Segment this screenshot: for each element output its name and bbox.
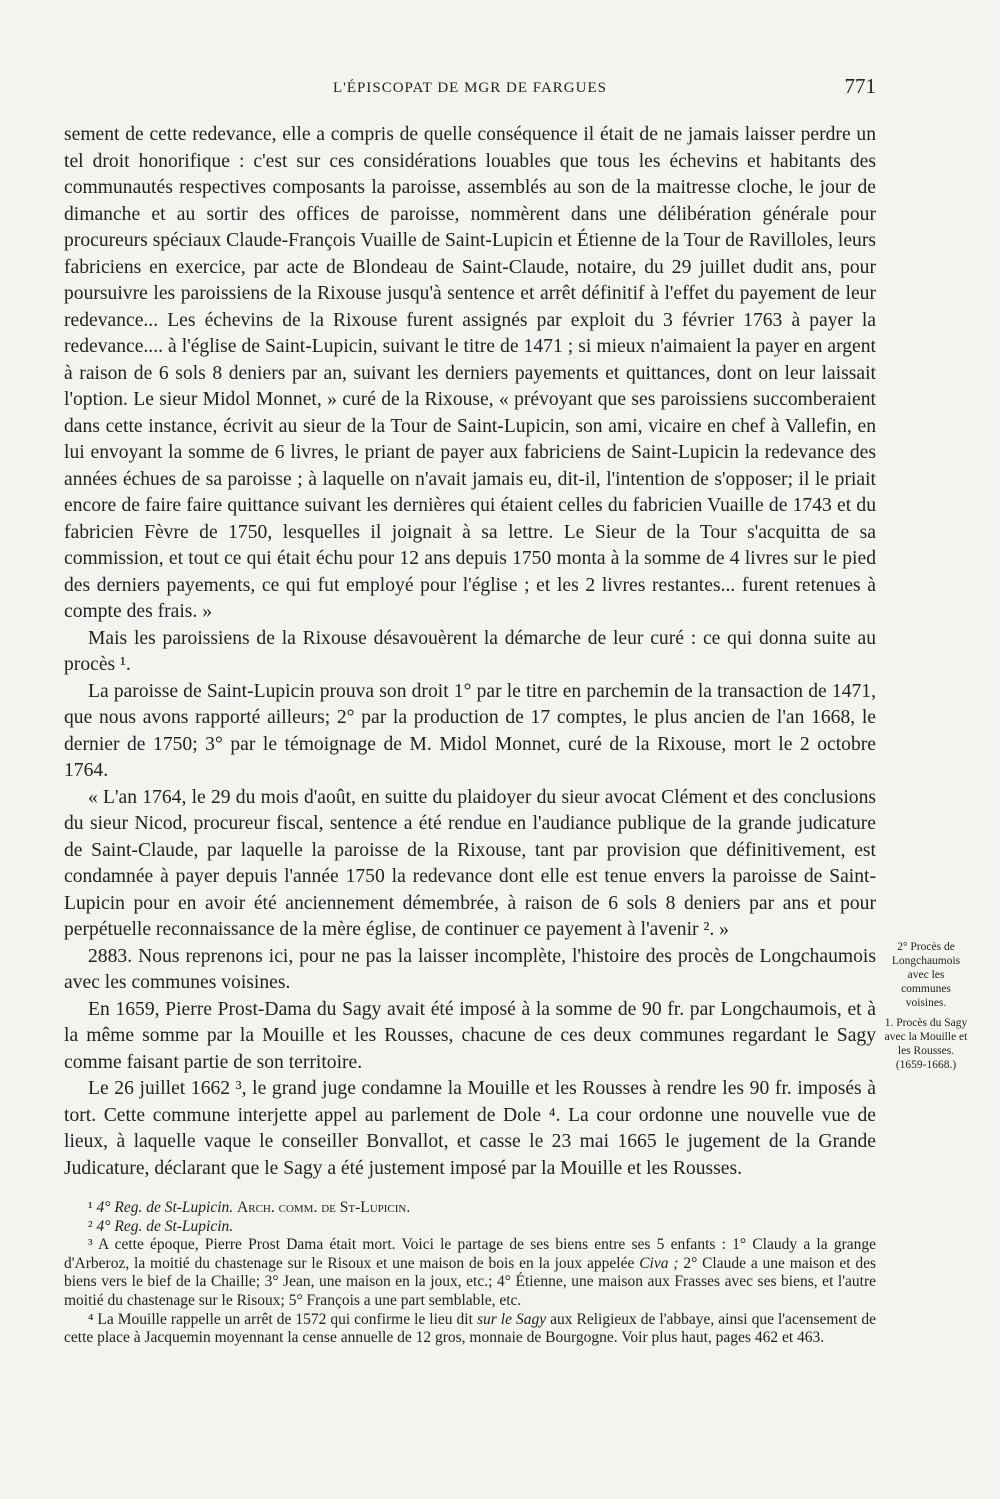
footnote-text: ³ A cette époque, Pierre Prost Dama était mort. Voici le partage de ses biens entre ses 5 enfants : 1° Claudy a la grange d'Arberoz, la moitié du chastenage sur le Risoux et une maison de bois en la joux appelée [64,1236,876,1272]
footnote-number: ¹ [88,1199,93,1216]
footnotes [64,1199,876,1348]
margin-note: 2° Procès de Longchaumois avec les communes voisines. [891,941,961,1009]
main-text [64,122,876,1182]
footnote-reference: 4° Reg. de St-Lupicin. [96,1217,234,1235]
running-title: L'ÉPISCOPAT DE MGR DE FARGUES [333,80,607,96]
page-number: 771 [844,74,876,98]
footnote-text: ⁴ La Mouille rappelle un arrêt de 1572 qui confirme le lieu dit [88,1310,473,1328]
paragraph: 2883. Nous reprenons ici, pour ne pas la laisser incomplète, l'histoire des procès de Longchaumois avec les communes voisines. [64,945,876,993]
footnote-italic: Civa ; [639,1254,679,1272]
paragraph: La paroisse de Saint-Lupicin prouva son droit 1° par le titre en parchemin de la transaction de 1471, que nous avons rapporté ailleurs; 2° par la production de 17 comptes, le plus ancien de l'an 1668, le dernier de 1750; 3° par le témoignage de M. Midol Monnet, curé de la Rixouse, mort le 2 octobre 1764. [64,680,876,781]
paragraph: sement de cette redevance, elle a compris de quelle conséquence il était de ne jamais laisser perdre un tel droit honorifique : c'est sur ces considérations louables que tous les échevins et habitants des communautés respectives composants la paroisse, assemblés au son de la maitresse cloche, le jour de dimanche et au sortir des offices de paroisse, nommèrent dans une délibération générale pour procureurs spéciaux Claude-François Vuaille de Saint-Lupicin et Étienne de la Tour de Ravilloles, leurs fabriciens en exercice, par acte de Blondeau de Saint-Claude, notaire, du 29 juillet dudit ans, pour poursuivre les paroissiens de la Rixouse jusqu'à sentence et arrêt définitif à l'effet du payement de leur redevance... Les échevins de la Rixouse furent assignés par exploit du 3 février 1763 à payer la redevance.... à l'église de Saint-Lupicin, suivant le titre de 1471 ; si mieux n'aimaient la payer en argent à raison de 6 sols 8 deniers par an, suivant les derniers payements et quittances, dont on leur laissait l'option. Le sieur Midol Monnet, » curé de la Rixouse, « prévoyant que ses paroissiens succomberaient dans cette instance, écrivit au sieur de la Tour de Saint-Lupicin, son ami, vicaire en chef à Vallefin, en lui envoyant la somme de 6 livres, le priant de payer aux fabriciens de Saint-Lupicin la redevance des années échues de sa paroisse ; à laquelle on n'avait jamais eu, dit-il, l'intention de s'opposer; il le priait encore de faire faire quittance suivant les dernières qui étaient celles du fabricien Vuaille de 1743 et du fabricien Fèvre de 1750, lesquelles il joignait à sa lettre. Le Sieur de la Tour s'acquitta de sa commission, et tout ce qui était échu pour 12 ans depuis 1750 monta à la somme de 4 livres sur le pied des derniers payements, ce qui fut employé pour l'église ; et les 2 livres restantes... furent retenues à compte des frais. » [64,124,876,622]
footnote [64,1236,876,1310]
footnote-text: aux Religieux de l'abbaye, ainsi que l'acensement de cette place à Jacquemin moyennant la cense annuelle de 12 gros, monnaie de Bourgogne. Voir plus haut, pages 462 et 463. [64,1310,876,1347]
footnote-italic: sur le Sagy [476,1310,547,1328]
paragraph: Le 26 juillet 1662 ³, le grand juge condamne la Mouille et les Rousses à rendre les 90 fr. imposés à tort. Cette commune interjette appel au parlement de Dole ⁴. La cour ordonne une nouvelle vue de lieux, à laquelle vaque le conseiller Bonvallot, et casse le 23 mai 1665 le jugement de la Grande Judicature, déclarant que le Sagy a été justement imposé par la Mouille et les Rousses. [64,1078,876,1179]
footnote [64,1218,876,1237]
footnote-number: ² [88,1217,93,1235]
paragraph: « L'an 1764, le 29 du mois d'août, en suitte du plaidoyer du sieur avocat Clément et des conclusions du sieur Nicod, procureur fiscal, sentence a été rendue en l'audiance publique de la grande judicature de Saint-Claude, par laquelle la paroisse de la Rixouse, tant par provision que définitivement, est condamnée à payer depuis l'année 1750 la redevance dont elle est tenue envers la paroisse de Saint-Lupicin pour en avoir été anciennement démembrée, à raison de 6 sols 8 deniers par ans et pour perpétuelle reconnaissance de la mère église, de continuer ce payement à l'avenir ². » [64,786,876,940]
footnote-reference: 4° Reg. de St-Lupicin. [96,1199,234,1216]
footnote-source: Arch. comm. de St-Lupicin. [237,1199,411,1216]
margin-note: 1. Procès du Sagy avec la Mouille et les Rousses. (1659-1668.) [884,1017,968,1071]
footnote [64,1199,876,1218]
paragraph: En 1659, Pierre Prost-Dama du Sagy avait été imposé à la somme de 90 fr. par Longchaumois, et à la même somme par la Mouille et les Rousses, chacune de ces deux communes regardant le Sagy comme faisant partie de son territoire. [64,998,876,1073]
footnote-text: 2° Claude a une maison et des biens vers le bief de la Chaille; 3° Jean, une maison en la joux, etc.; 4° Étienne, une maison aux Frasses avec ses biens, et l'autre moitié du chastenage sur le Risoux; 5° François a une part semblable, etc. [64,1254,877,1309]
paragraph: Mais les paroissiens de la Rixouse désavouèrent la démarche de leur curé : ce qui donna suite au procès ¹. [64,627,876,675]
footnote [64,1311,876,1348]
